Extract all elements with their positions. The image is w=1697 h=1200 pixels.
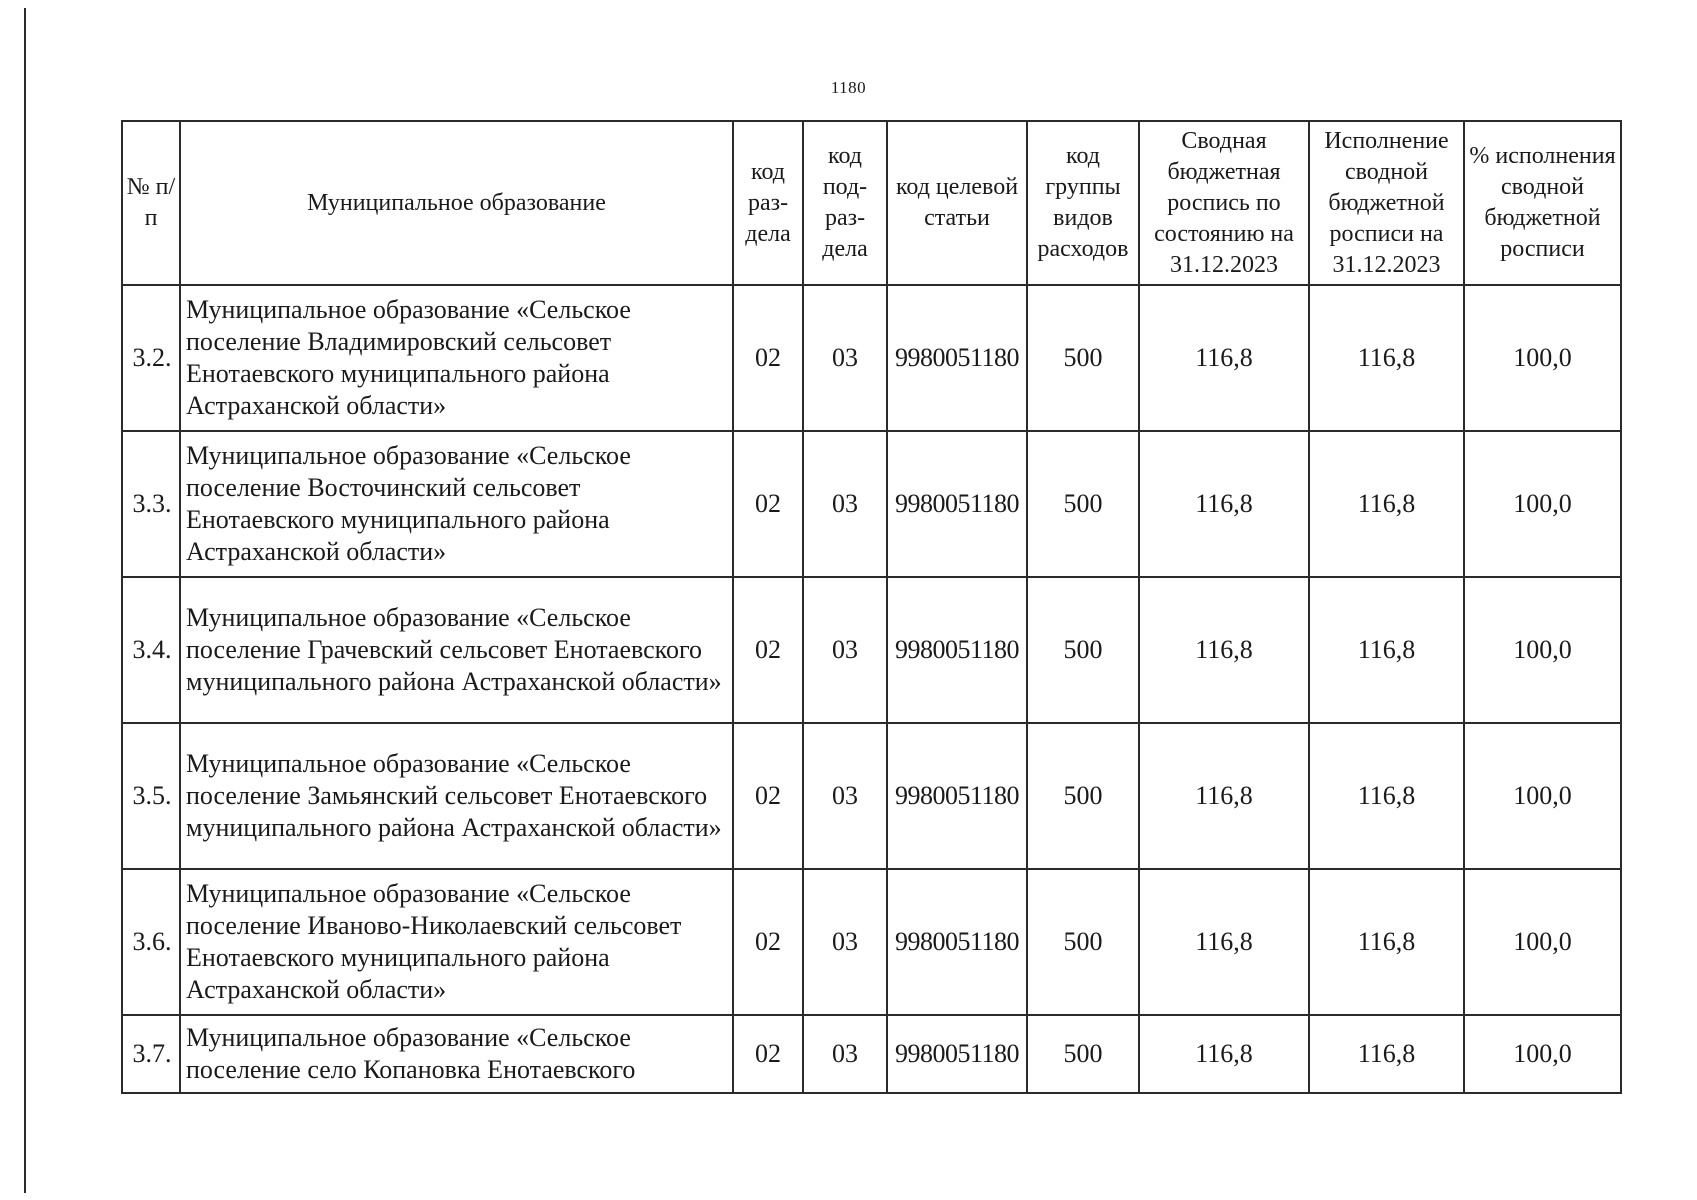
row-target-code: 9980051180 <box>887 577 1027 723</box>
budget-table <box>121 120 1622 1094</box>
row-expense-group-code: 500 <box>1027 1015 1139 1093</box>
row-expense-group-code: 500 <box>1027 431 1139 577</box>
row-target-code: 9980051180 <box>887 431 1027 577</box>
row-expense-group-code: 500 <box>1027 285 1139 431</box>
header-execution: Исполнение сводной бюджетной росписи на 31.12.2023 <box>1309 121 1464 285</box>
header-expense-group-code: код группы видов расходов <box>1027 121 1139 285</box>
row-name <box>180 431 733 577</box>
row-plan: 116,8 <box>1139 869 1309 1015</box>
row-execution: 116,8 <box>1309 723 1464 869</box>
row-name-text: Муниципальное образование «Сельское поселение Владимировский сельсовет Енотаевского муниципального района Астраханской области» <box>186 295 631 420</box>
row-name <box>180 723 733 869</box>
table-row <box>122 723 1621 869</box>
row-num: 3.3. <box>122 431 180 577</box>
row-name-text: Муниципальное образование «Сельское поселение Замьянский сельсовет Енотаевского муниципального района Астраханской области» <box>186 749 722 842</box>
row-percent: 100,0 <box>1464 1015 1621 1093</box>
table-header-row <box>122 121 1621 285</box>
table-row <box>122 577 1621 723</box>
row-section-code: 02 <box>733 1015 803 1093</box>
header-section-code: код раз-дела <box>733 121 803 285</box>
table-row <box>122 1015 1621 1093</box>
row-plan: 116,8 <box>1139 431 1309 577</box>
row-num: 3.5. <box>122 723 180 869</box>
row-percent: 100,0 <box>1464 577 1621 723</box>
table-row <box>122 431 1621 577</box>
row-name <box>180 1015 733 1093</box>
row-subsection-code: 03 <box>803 1015 887 1093</box>
row-num: 3.6. <box>122 869 180 1015</box>
row-num: 3.4. <box>122 577 180 723</box>
row-expense-group-code: 500 <box>1027 869 1139 1015</box>
row-section-code: 02 <box>733 723 803 869</box>
row-name-text: Муниципальное образование «Сельское поселение Грачевский сельсовет Енотаевского муниципального района Астраханской области» <box>186 603 722 696</box>
row-percent: 100,0 <box>1464 723 1621 869</box>
row-target-code: 9980051180 <box>887 869 1027 1015</box>
row-name-text: Муниципальное образование «Сельское поселение село Копановка Енотаевского <box>186 1023 636 1084</box>
row-section-code: 02 <box>733 577 803 723</box>
row-target-code: 9980051180 <box>887 1015 1027 1093</box>
header-plan: Сводная бюджетная роспись по состоянию на 31.12.2023 <box>1139 121 1309 285</box>
page-number: 1180 <box>830 78 867 97</box>
row-section-code: 02 <box>733 431 803 577</box>
row-plan: 116,8 <box>1139 577 1309 723</box>
header-num: № п/п <box>122 121 180 285</box>
header-name: Муниципальное образование <box>180 121 733 285</box>
header-percent: % исполнения сводной бюджетной росписи <box>1464 121 1621 285</box>
page-margin-rule <box>24 8 26 1193</box>
row-name <box>180 577 733 723</box>
table-row <box>122 285 1621 431</box>
table-row <box>122 869 1621 1015</box>
row-name-text: Муниципальное образование «Сельское поселение Восточинский сельсовет Енотаевского муниципального района Астраханской области» <box>186 441 631 566</box>
row-name <box>180 869 733 1015</box>
row-expense-group-code: 500 <box>1027 723 1139 869</box>
row-execution: 116,8 <box>1309 285 1464 431</box>
row-plan: 116,8 <box>1139 285 1309 431</box>
row-num: 3.7. <box>122 1015 180 1093</box>
row-subsection-code: 03 <box>803 431 887 577</box>
row-section-code: 02 <box>733 869 803 1015</box>
row-plan: 116,8 <box>1139 1015 1309 1093</box>
row-target-code: 9980051180 <box>887 723 1027 869</box>
row-target-code: 9980051180 <box>887 285 1027 431</box>
header-subsection-code: код под-раз-дела <box>803 121 887 285</box>
row-section-code: 02 <box>733 285 803 431</box>
row-plan: 116,8 <box>1139 723 1309 869</box>
row-percent: 100,0 <box>1464 285 1621 431</box>
row-subsection-code: 03 <box>803 723 887 869</box>
row-subsection-code: 03 <box>803 577 887 723</box>
row-expense-group-code: 500 <box>1027 577 1139 723</box>
row-execution: 116,8 <box>1309 577 1464 723</box>
row-execution: 116,8 <box>1309 1015 1464 1093</box>
header-target-code: код целевой статьи <box>887 121 1027 285</box>
row-percent: 100,0 <box>1464 431 1621 577</box>
row-subsection-code: 03 <box>803 869 887 1015</box>
row-name <box>180 285 733 431</box>
row-execution: 116,8 <box>1309 431 1464 577</box>
row-subsection-code: 03 <box>803 285 887 431</box>
row-name-text: Муниципальное образование «Сельское поселение Иваново-Николаевский сельсовет Енотаевского муниципального района Астраханской области» <box>186 879 682 1004</box>
row-execution: 116,8 <box>1309 869 1464 1015</box>
row-percent: 100,0 <box>1464 869 1621 1015</box>
row-num: 3.2. <box>122 285 180 431</box>
